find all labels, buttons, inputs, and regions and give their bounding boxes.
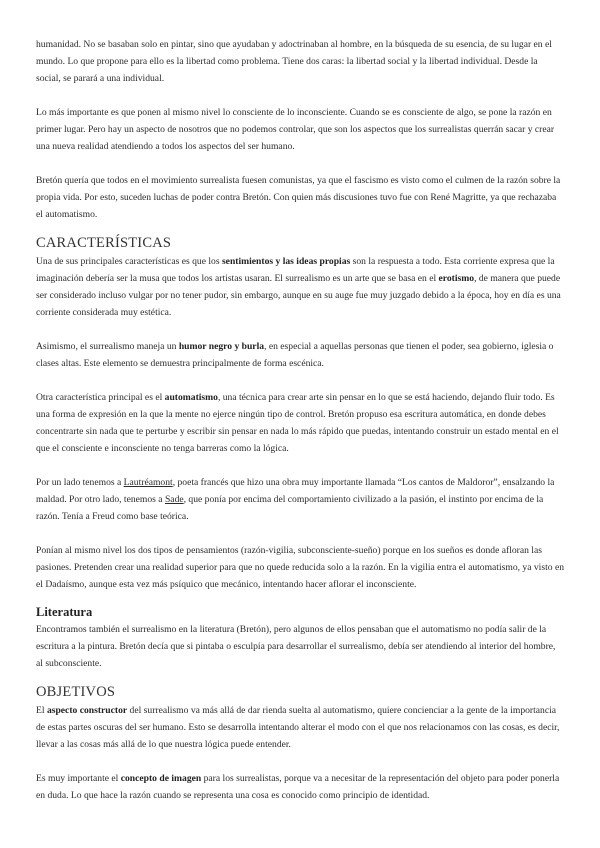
paragraph-automatismo: [36, 389, 564, 457]
bold-term-sentimientos: sentimientos y las ideas propias: [221, 256, 351, 267]
spacer: [36, 155, 564, 172]
text-run: son la respuesta a todo. Esta corriente expresa que la imaginación debería ser la musa que todos los artistas usaran. El surrealismo es un arte que se basa en el: [36, 256, 555, 284]
paragraph-lautreamont-sade: [36, 474, 564, 525]
text-run: , poeta francés que hizo una obra muy importante llamada “Los cantos de Maldoror”, ensalzando la maldad. Por otro lado, tenemos a: [36, 477, 555, 505]
text-run: Otra característica principal es el: [36, 392, 165, 403]
paragraph-sentimientos: [36, 253, 564, 321]
spacer: [36, 753, 564, 770]
bold-term-erotismo: erotismo: [438, 273, 475, 284]
text-run: para los surrealistas, porque va a necesitar de la representación del objeto para poder ponerla en duda. Lo que hace la razón cuando se representa una cosa es conocido como principio de identidad.: [36, 773, 560, 801]
text-run: , de manera que puede ser considerado incluso vulgar por no tener pudor, sin embargo, aunque en su auge fue muy juzgado debido a la época, hoy en día es una corriente considerada muy estética.: [36, 273, 561, 318]
text-run: Asimismo, el surrealismo maneja un: [36, 341, 179, 352]
paragraph-aspecto-constructor: [36, 702, 564, 753]
text-run: , que ponía por encima del comportamiento civilizado a la pasión, el instinto por encima de la razón. Tenía a Freud como base teórica.: [36, 494, 544, 522]
paragraph-literatura: Encontramos también el surrealismo en la literatura (Bretón), pero algunos de ellos pensaban que el automatismo no podía salir de la escritura a la pintura. Bretón decía que si pintaba o esculpía para desarrollar el surrealismo, debía ser atendiendo al interior del hombre, al subconsciente.: [36, 624, 556, 669]
spacer: [36, 223, 564, 233]
heading-literatura: Literatura: [36, 605, 93, 619]
bold-term-concepto-imagen: concepto de imagen: [120, 773, 202, 784]
bold-term-aspecto-constructor: aspecto constructor: [46, 705, 128, 716]
paragraph-intro-humanidad: humanidad. No se basaban solo en pintar, sino que ayudaban y adoctrinaban al hombre, en la búsqueda de su esencia, de su lugar en el mundo. Lo que propone para ello es la libertad como problema. Tiene dos caras: la libertad social y la libertad individual. Desde la social, se parará a una individual.: [36, 39, 552, 84]
text-run: , una técnica para crear arte sin pensar en lo que se está haciendo, dejando fluir todo. Es una forma de expresión en la que la mente no ejerce ningún tipo de control. Bretón propuso esa escritura automática, en donde debes concentrarte sin nada que te perturbe y escribir sin pensar en nada lo más rápido que puedas, intentando construir un estado mental en el que el consciente e inconsciente no tenga barreras como la lógica.: [36, 392, 559, 454]
text-run: Es muy importante el: [36, 773, 121, 784]
bold-term-automatismo: automatismo: [164, 392, 218, 403]
link-lautreamont[interactable]: Lautréamont: [123, 477, 173, 488]
heading-caracteristicas: CARACTERÍSTICAS: [36, 235, 172, 251]
bold-term-humor-negro: humor negro y burla: [178, 341, 265, 352]
paragraph-breton-comunistas: Bretón quería que todos en el movimiento surrealista fuesen comunistas, ya que el fascismo es visto como el culmen de la razón sobre la propia vida. Por esto, suceden luchas de poder contra Bretón. Con quien más discusiones tuvo fue con René Magritte, ya que rechazaba el automatismo.: [36, 175, 561, 220]
spacer: [36, 525, 564, 542]
paragraph-pensamientos: Ponían al mismo nivel los dos tipos de pensamientos (razón-vigilia, subconsciente-sueño) porque en los sueños es donde afloran las pasiones. Pretenden crear una realidad superior para que no quede reducida solo a la razón. En la vigilia entra el automatismo, ya visto en el Dadaísmo, aunque esta vez más psíquico que mecánico, intentando hacer aflorar el inconsciente.: [36, 545, 564, 590]
paragraph-humor-negro: [36, 338, 564, 372]
spacer: [36, 457, 564, 474]
spacer: [36, 372, 564, 389]
paragraph-consciente: Lo más importante es que ponen al mismo nivel lo consciente de lo inconsciente. Cuando se es consciente de algo, se pone la razón en primer lugar. Pero hay un aspecto de nosotros que no podemos controlar, que son los aspectos que los surrealistas querrán sacar y crear una nueva realidad atendiendo a todos los aspectos del ser humano.: [36, 107, 555, 152]
heading-objetivos: OBJETIVOS: [36, 684, 116, 700]
text-run: Una de sus principales características es que los: [36, 256, 222, 267]
spacer: [36, 593, 564, 603]
link-sade[interactable]: Sade: [164, 494, 184, 505]
text-run: El: [36, 705, 47, 716]
spacer: [36, 87, 564, 104]
spacer: [36, 672, 564, 682]
text-run: , en especial a aquellas personas que tienen el poder, sea gobierno, iglesia o clases altas. Este elemento se demuestra principalmente de forma escénica.: [36, 341, 554, 369]
text-run: del surrealismo va más allá de dar rienda suelta al automatismo, quiere concienciar a la gente de la importancia de estas partes oscuras del ser humano. Esto se desarrolla intentando alterar el modo con el que nos relacionamos con las cosas, es decir, llevar a las cosas más allá de lo que nuestra lógica puede entender.: [36, 705, 560, 750]
paragraph-concepto-imagen: [36, 770, 564, 804]
spacer: [36, 321, 564, 338]
text-run: Por un lado tenemos a: [36, 477, 124, 488]
